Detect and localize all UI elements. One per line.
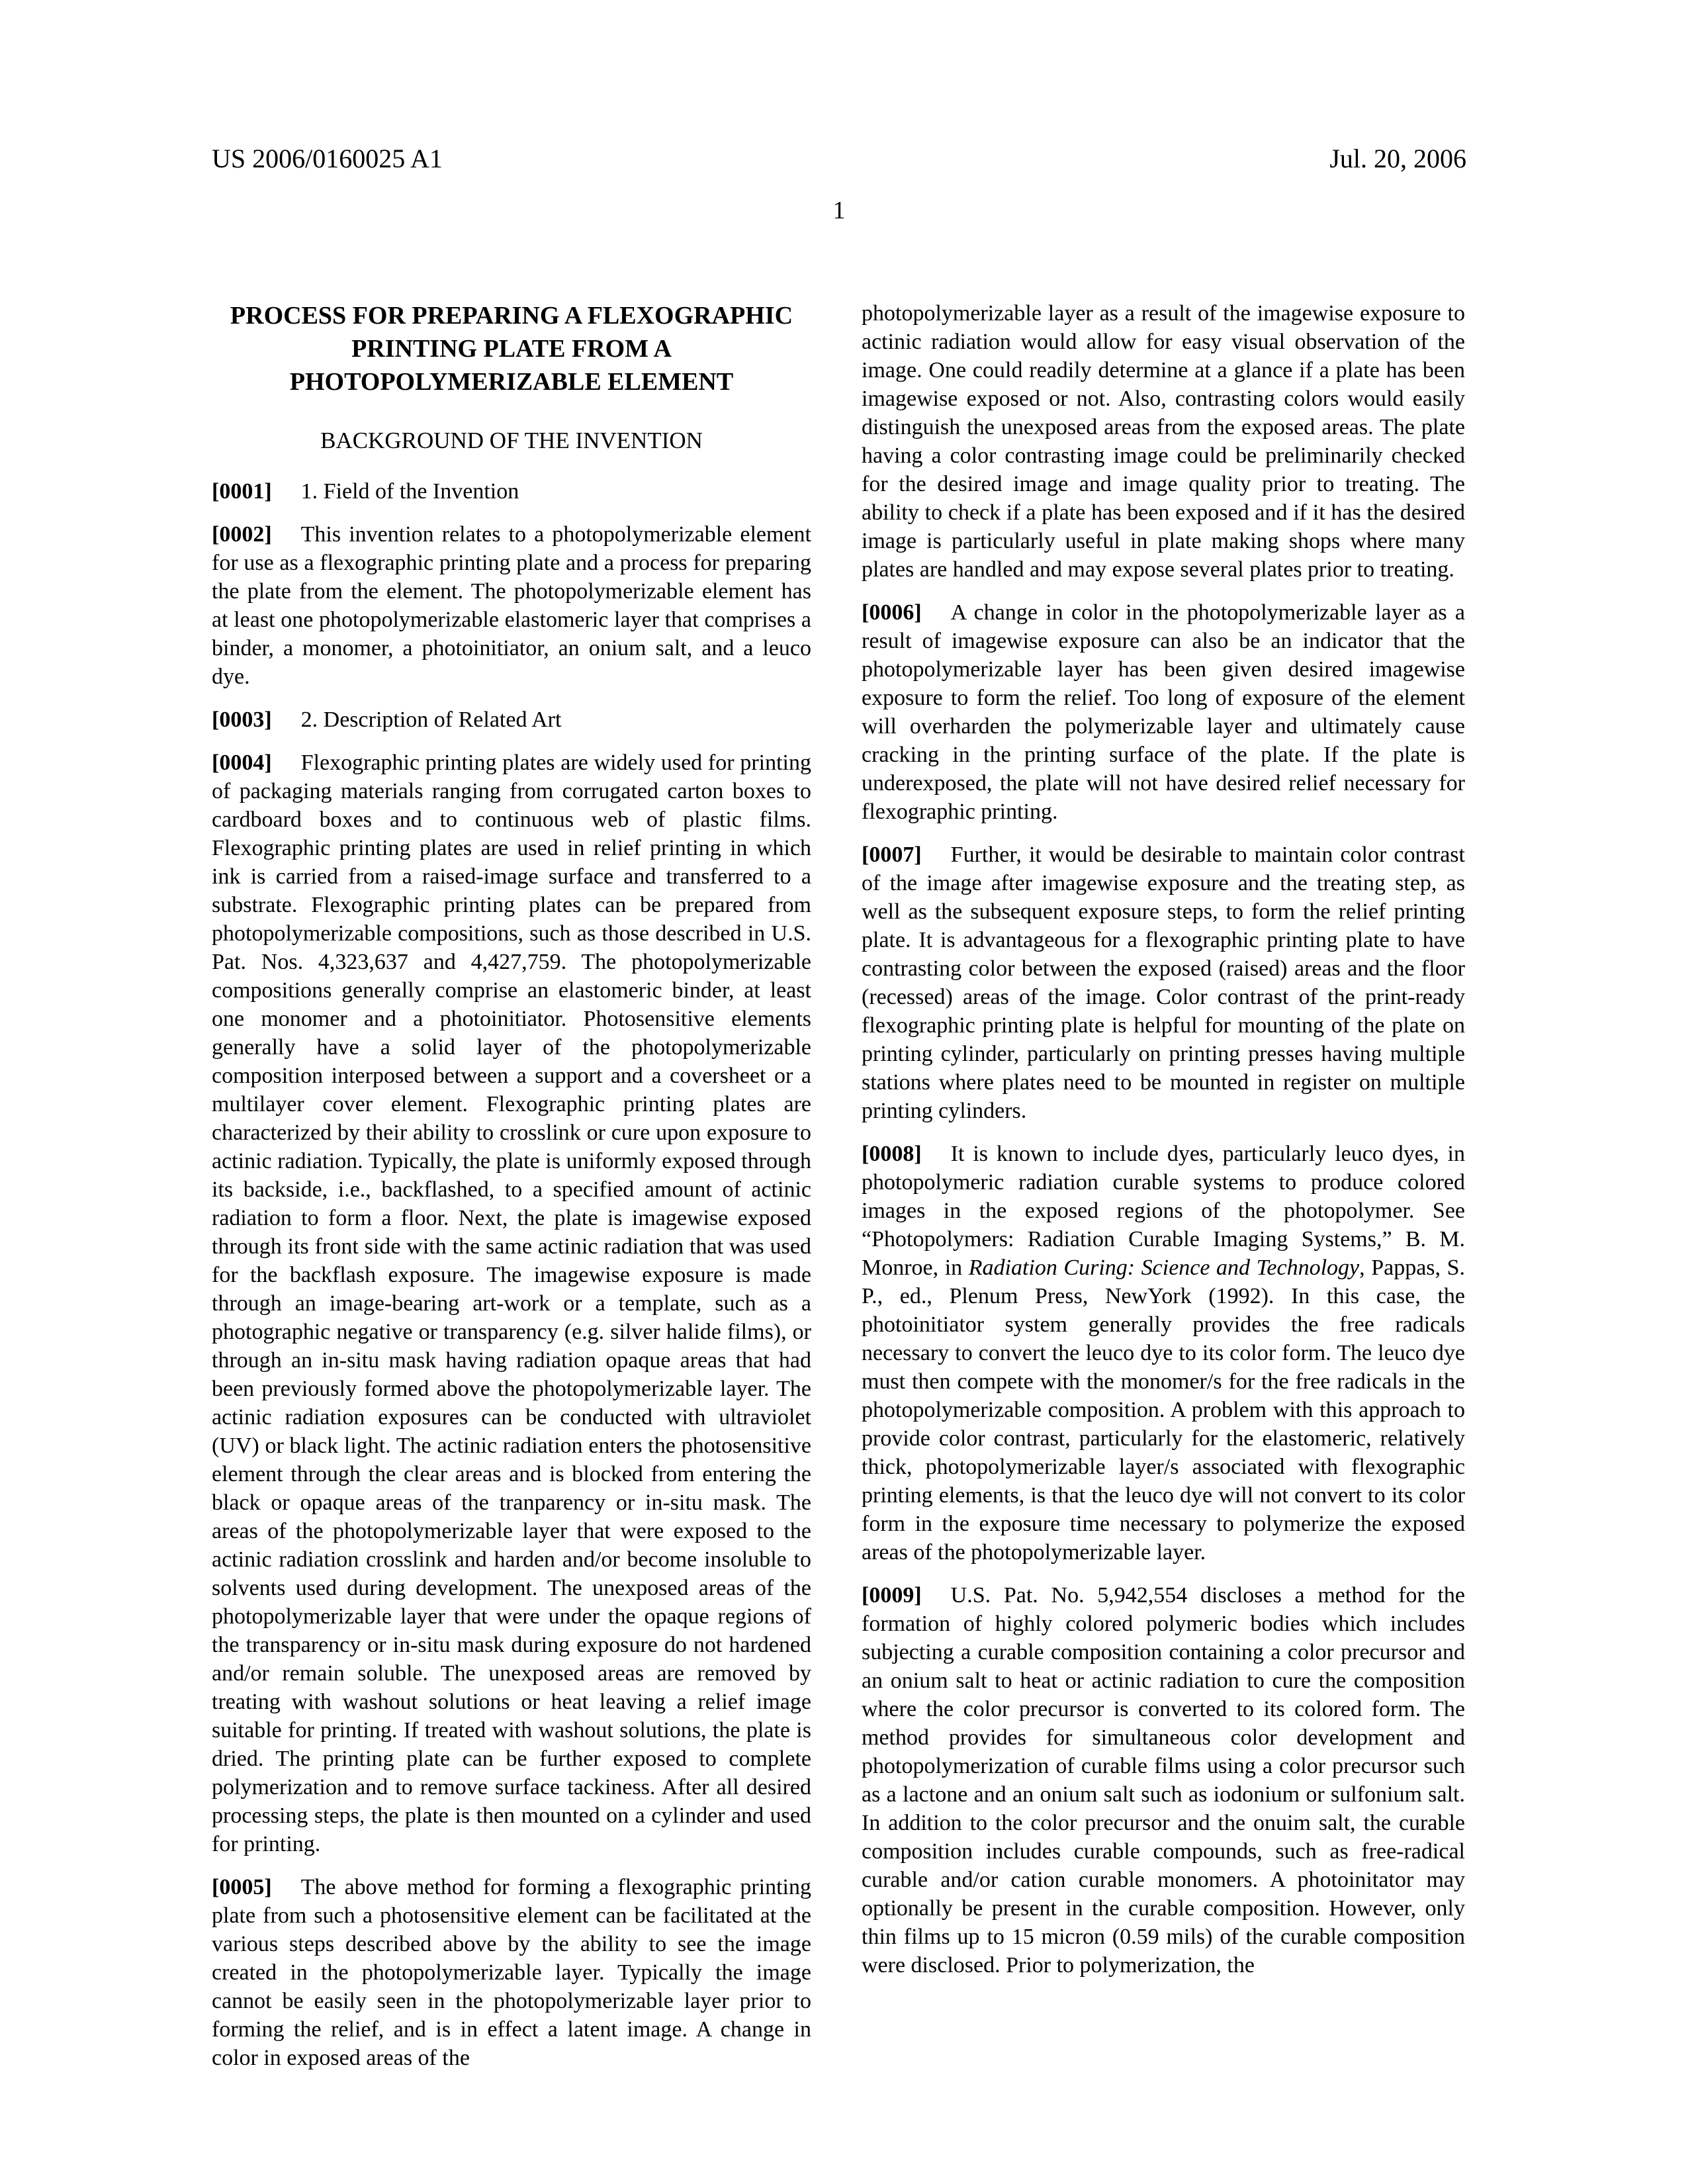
paragraph-number: [0004] xyxy=(212,751,272,775)
page-header xyxy=(212,144,1466,173)
invention-title-line-2: PRINTING PLATE FROM A xyxy=(351,335,672,363)
paragraph-number: [0005] xyxy=(212,1875,272,1899)
paragraph-0009 xyxy=(862,1581,1465,1979)
paragraph-text: U.S. Pat. No. 5,942,554 discloses a method for the formation of highly colored polymeric bodies which includes subjecting a curable composition containing a color precursor and an onium salt to heat or actinic radiation to cure the composition where the color precursor is converted to its colored form. The method provides for simultaneous color development and photopolymerization of curable films using a color precursor such as a lactone and an onium salt such as iodonium or sulfonium salt. In addition to the color precursor and the onuim salt, the curable composition includes curable compounds, such as free-radical curable and/or cation curable monomers. A photoinitator may optionally be present in the curable composition. However, only thin films up to 15 micron (0.59 mils) of the curable composition were disclosed. Prior to polymerization, the xyxy=(862,1583,1465,1978)
paragraph-number: [0003] xyxy=(212,707,272,732)
left-column-paragraphs xyxy=(212,477,811,2072)
paragraph-0003 xyxy=(212,705,811,734)
right-column xyxy=(862,299,1465,1994)
section-heading-background: BACKGROUND OF THE INVENTION xyxy=(320,428,703,453)
paragraph-number: [0001] xyxy=(212,479,272,504)
paragraph-text: Flexographic printing plates are widely used for printing of packaging materials ranging from corrugated carton boxes to cardboard boxes and to continuous web of plastic films. Flexographic printing plates are used in relief printing in which ink is carried from a raised-image surface and transferred to a substrate. Flexographic printing plates can be prepared from photopolymerizable compositions, such as those described in U.S. Pat. Nos. 4,323,637 and 4,427,759. The photopolymerizable compositions generally comprise an elastomeric binder, at least one monomer and a photoinitiator. Photosensitive elements generally have a solid layer of the photopolymerizable composition interposed between a support and a coversheet or a multilayer cover element. Flexographic printing plates are characterized by their ability to crosslink or cure upon exposure to actinic radiation. Typically, the plate is uniformly exposed through its backside, i.e., backflashed, to a specified amount of actinic radiation to form a floor. Next, the plate is imagewise exposed through its front side with the same actinic radiation that was used for the backflash exposure. The imagewise exposure is made through an image-bearing art-work or a template, such as a photographic negative or transparency (e.g. silver halide films), or through an in-situ mask having radiation opaque areas that had been previously formed above the photopolymerizable layer. The actinic radiation exposures can be conducted with ultraviolet (UV) or black light. The actinic radiation enters the photosensitive element through the clear areas and is blocked from entering the black or opaque areas of the tranparency or in-situ mask. The areas of the photopolymerizable layer that were exposed to the actinic radiation crosslink and harden and/or become insoluble to solvents used during development. The unexposed areas of the photopolymerizable layer that were under the opaque regions of the transparency or in-situ mask during exposure do not hardened and/or remain soluble. The unexposed areas are removed by treating with washout solutions or heat leaving a relief image suitable for printing. If treated with washout solutions, the plate is dried. The printing plate can be further exposed to complete polymerization and to remove surface tackiness. After all desired processing steps, the plate is then mounted on a cylinder and used for printing. xyxy=(212,751,811,1856)
paragraph-0006 xyxy=(862,598,1465,826)
paragraph-text: , Pappas, S. P., ed., Plenum Press, NewYork (1992). In this case, the photoinitiator system generally provides the free radicals necessary to convert the leuco dye to its color form. The leuco dye must then compete with the monomer/s for the free radicals in the photopolymerizable composition. A problem with this approach to provide color contrast, particularly for the elastomeric, relatively thick, photopolymerizable layer/s associated with flexographic printing elements, is that the leuco dye will not convert to its color form in the exposure time necessary to polymerize the exposed areas of the photopolymerizable layer. xyxy=(862,1255,1465,1565)
italic-citation-text: Radiation Curing: Science and Technology xyxy=(968,1255,1360,1280)
publication-number: US 2006/0160025 A1 xyxy=(212,144,443,173)
paragraph-text: This invention relates to a photopolymerizable element for use as a flexographic printing plate and a process for preparing the plate from the element. The photopolymerizable element has at least one photopolymerizable elastomeric layer that comprises a binder, a monomer, a photoinitiator, an onium salt, and a leuco dye. xyxy=(212,522,811,689)
paragraph-number: [0006] xyxy=(862,600,922,625)
paragraph-0008 xyxy=(862,1140,1465,1567)
paragraph-number: [0009] xyxy=(862,1583,922,1608)
invention-title-line-1: PROCESS FOR PREPARING A FLEXOGRAPHIC xyxy=(230,302,793,330)
page-number: 1 xyxy=(832,197,846,224)
paragraph-number: [0002] xyxy=(212,522,272,547)
paragraph-number: [0007] xyxy=(862,842,922,867)
paragraph-0007 xyxy=(862,841,1465,1125)
paragraph-text: photopolymerizable layer as a result of the imagewise exposure to actinic radiation would allow for easy visual observation of the image. One could readily determine at a glance if a plate has been imagewise exposed or not. Also, contrasting colors would easily distinguish the unexposed areas from the exposed areas. The plate having a color contrasting image could be preliminarily checked for the desired image and image quality prior to treating. The ability to check if a plate has been exposed and if it has the desired image is particularly useful in plate making shops where many plates are handled and may expose several plates prior to treating. xyxy=(862,301,1465,582)
paragraph-0001 xyxy=(212,477,811,506)
paragraph-text: It is known to include dyes, particularly leuco dyes, in photopolymeric radiation curable systems to produce colored images in the exposed regions of the photopolymer. See “Photopolymers: Radiation Curable Imaging Systems,” B. M. Monroe, in xyxy=(862,1142,1465,1280)
right-column-paragraphs xyxy=(862,299,1465,1979)
paragraph-continuation xyxy=(862,299,1465,584)
invention-title xyxy=(212,299,811,398)
paragraph-number: [0008] xyxy=(862,1142,922,1166)
paragraph-text: 2. Description of Related Art xyxy=(300,707,562,732)
publication-date: Jul. 20, 2006 xyxy=(1329,144,1466,173)
paragraph-text: A change in color in the photopolymerizable layer as a result of imagewise exposure can also be an indicator that the photopolymerizable layer has been given desired imagewise exposure to form the relief. Too long of exposure of the element will overharden the polymerizable layer and ultimately cause cracking in the printing surface of the plate. If the plate is underexposed, the plate will not have desired relief necessary for flexographic printing. xyxy=(862,600,1465,824)
paragraph-text: Further, it would be desirable to maintain color contrast of the image after imagewise exposure and the treating step, as well as the subsequent exposure steps, to form the relief printing plate. It is advantageous for a flexographic printing plate to have contrasting color between the exposed (raised) areas and the floor (recessed) areas of the image. Color contrast of the print-ready flexographic printing plate is helpful for mounting of the plate on printing cylinder, particularly on printing presses having multiple stations where plates need to be mounted in register on multiple printing cylinders. xyxy=(862,842,1465,1123)
paragraph-text: The above method for forming a flexographic printing plate from such a photosensitive element can be facilitated at the various steps described above by the ability to see the image created in the photopolymerizable layer. Typically the image cannot be easily seen in the photopolymerizable layer prior to forming the relief, and is in effect a latent image. A change in color in exposed areas of the xyxy=(212,1875,811,2070)
left-column xyxy=(212,299,811,2087)
invention-title-line-3: PHOTOPOLYMERIZABLE ELEMENT xyxy=(289,368,734,396)
paragraph-text: 1. Field of the Invention xyxy=(300,479,519,504)
paragraph-0002 xyxy=(212,520,811,691)
paragraph-0004 xyxy=(212,749,811,1858)
paragraph-0005 xyxy=(212,1873,811,2072)
